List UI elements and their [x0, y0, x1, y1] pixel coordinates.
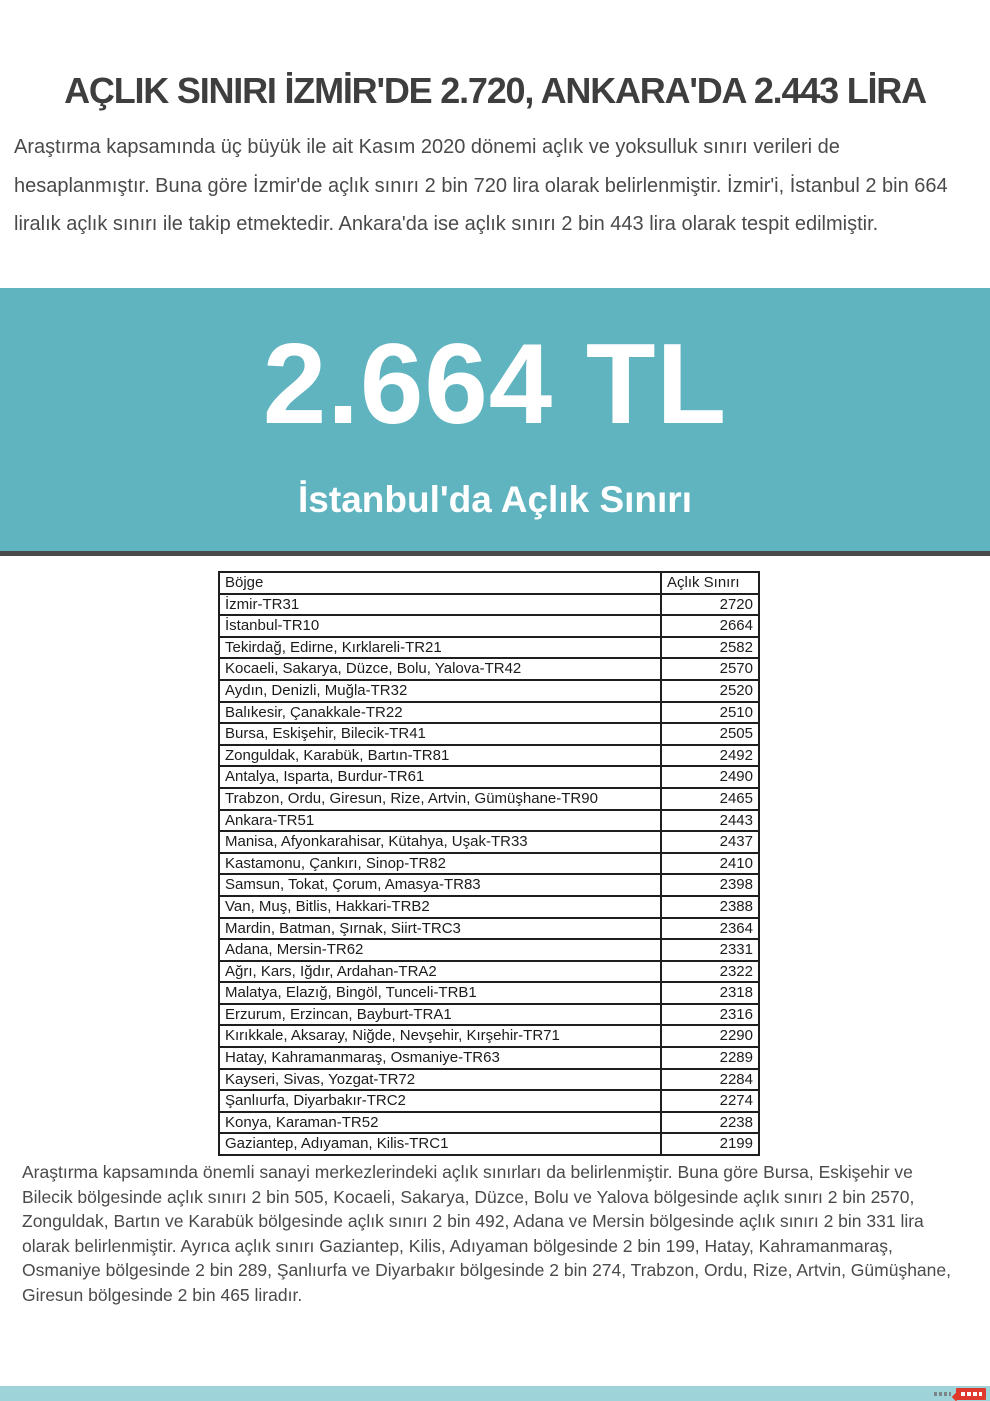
table-header-row	[219, 572, 759, 594]
value-cell: 2505	[661, 723, 759, 745]
value-cell: 2364	[661, 918, 759, 940]
table-row	[219, 982, 759, 1004]
region-cell: Balıkesir, Çanakkale-TR22	[219, 702, 661, 724]
region-cell: Malatya, Elazığ, Bingöl, Tunceli-TRB1	[219, 982, 661, 1004]
table-row	[219, 1112, 759, 1134]
badge-tail-icon	[952, 1392, 960, 1400]
value-cell: 2238	[661, 1112, 759, 1134]
table-row	[219, 853, 759, 875]
table-row	[219, 961, 759, 983]
table-row	[219, 939, 759, 961]
region-cell: İstanbul-TR10	[219, 615, 661, 637]
table-row	[219, 874, 759, 896]
badge-text	[961, 1392, 982, 1396]
table-row	[219, 1025, 759, 1047]
table-row	[219, 615, 759, 637]
value-cell: 2388	[661, 896, 759, 918]
value-cell: 2520	[661, 680, 759, 702]
table-row	[219, 788, 759, 810]
value-cell: 2274	[661, 1090, 759, 1112]
divider-bar	[0, 551, 990, 556]
region-cell: Kayseri, Sivas, Yozgat-TR72	[219, 1069, 661, 1091]
region-cell: Bursa, Eskişehir, Bilecik-TR41	[219, 723, 661, 745]
value-cell: 2465	[661, 788, 759, 810]
region-cell: Hatay, Kahramanmaraş, Osmaniye-TR63	[219, 1047, 661, 1069]
table-row	[219, 1069, 759, 1091]
value-cell: 2410	[661, 853, 759, 875]
table-row	[219, 637, 759, 659]
region-cell: Erzurum, Erzincan, Bayburt-TRA1	[219, 1004, 661, 1026]
region-cell: Van, Muş, Bitlis, Hakkari-TRB2	[219, 896, 661, 918]
table-row	[219, 810, 759, 832]
region-cell: Ankara-TR51	[219, 810, 661, 832]
value-cell: 2490	[661, 766, 759, 788]
value-cell: 2510	[661, 702, 759, 724]
table-row	[219, 1133, 759, 1155]
footer-micro-text	[934, 1392, 951, 1396]
table-row	[219, 896, 759, 918]
aclik-siniri-table	[218, 571, 760, 1156]
value-cell: 2443	[661, 810, 759, 832]
value-cell: 2199	[661, 1133, 759, 1155]
region-cell: Kırıkkale, Aksaray, Niğde, Nevşehir, Kırşehir-TR71	[219, 1025, 661, 1047]
value-cell: 2437	[661, 831, 759, 853]
region-cell: İzmir-TR31	[219, 594, 661, 616]
banner-caption: İstanbul'da Açlık Sınırı	[298, 479, 692, 520]
region-cell: Tekirdağ, Edirne, Kırklareli-TR21	[219, 637, 661, 659]
table-row	[219, 723, 759, 745]
table-row	[219, 702, 759, 724]
page-title: AÇLIK SINIRI İZMİR'DE 2.720, ANKARA'DA 2.443 LİRA	[64, 70, 926, 111]
footer-strip	[0, 1386, 990, 1401]
value-cell: 2289	[661, 1047, 759, 1069]
column-header-aclik-siniri: Açlık Sınırı	[661, 572, 759, 594]
value-cell: 2582	[661, 637, 759, 659]
value-cell: 2316	[661, 1004, 759, 1026]
region-cell: Adana, Mersin-TR62	[219, 939, 661, 961]
watermark-badge	[956, 1388, 986, 1400]
value-cell: 2290	[661, 1025, 759, 1047]
region-cell: Gaziantep, Adıyaman, Kilis-TRC1	[219, 1133, 661, 1155]
region-cell: Kocaeli, Sakarya, Düzce, Bolu, Yalova-TR42	[219, 658, 661, 680]
value-cell: 2720	[661, 594, 759, 616]
region-cell: Zonguldak, Karabük, Bartın-TR81	[219, 745, 661, 767]
region-cell: Samsun, Tokat, Çorum, Amasya-TR83	[219, 874, 661, 896]
table-row	[219, 1047, 759, 1069]
table-row	[219, 766, 759, 788]
table-row	[219, 745, 759, 767]
value-cell: 2322	[661, 961, 759, 983]
table-row	[219, 1004, 759, 1026]
intro-paragraph: Araştırma kapsamında üç büyük ile ait Kasım 2020 dönemi açlık ve yoksulluk sınırı verileri de hesaplanmıştır. Buna göre İzmir'de açlık sınırı 2 bin 720 lira olarak belirlenmiştir. İzmir'i, İstanbul 2 bin 664 liralık açlık sınırı ile takip etmektedir. Ankara'da ise açlık sınırı 2 bin 443 lira olarak tespit edilmiştir.	[14, 136, 948, 235]
value-cell: 2398	[661, 874, 759, 896]
highlight-banner	[0, 288, 990, 551]
table-row	[219, 594, 759, 616]
region-cell: Şanlıurfa, Diyarbakır-TRC2	[219, 1090, 661, 1112]
value-cell: 2570	[661, 658, 759, 680]
table-row	[219, 658, 759, 680]
table-row	[219, 1090, 759, 1112]
closing-paragraph: Araştırma kapsamında önemli sanayi merkezlerindeki açlık sınırları da belirlenmiştir. Buna göre Bursa, Eskişehir ve Bilecik bölgesinde açlık sınırı 2 bin 505, Kocaeli, Sakarya, Düzce, Bolu ve Yalova bölgesinde açlık sınırı 2 bin 2570, Zonguldak, Bartın ve Karabük bölgesinde açlık sınırı 2 bin 492, Adana ve Mersin bölgesinde açlık sınırı 2 bin 331 lira olarak belirlenmiştir. Ayrıca açlık sınırı Gaziantep, Kilis, Adıyaman bölgesinde 2 bin 199, Hatay, Kahramanmaraş, Osmaniye bölgesinde 2 bin 289, Şanlıurfa ve Diyarbakır bölgesinde 2 bin 274, Trabzon, Ordu, Rize, Artvin, Gümüşhane, Giresun bölgesinde 2 bin 465 liradır.	[22, 1162, 951, 1305]
value-cell: 2492	[661, 745, 759, 767]
region-cell: Kastamonu, Çankırı, Sinop-TR82	[219, 853, 661, 875]
column-header-bolge: Böjge	[219, 572, 661, 594]
region-cell: Mardin, Batman, Şırnak, Siirt-TRC3	[219, 918, 661, 940]
region-cell: Manisa, Afyonkarahisar, Kütahya, Uşak-TR33	[219, 831, 661, 853]
region-cell: Aydın, Denizli, Muğla-TR32	[219, 680, 661, 702]
table-row	[219, 680, 759, 702]
value-cell: 2664	[661, 615, 759, 637]
banner-amount: 2.664 TL	[262, 321, 728, 448]
region-cell: Trabzon, Ordu, Giresun, Rize, Artvin, Gümüşhane-TR90	[219, 788, 661, 810]
region-cell: Ağrı, Kars, Iğdır, Ardahan-TRA2	[219, 961, 661, 983]
table-row	[219, 918, 759, 940]
region-cell: Antalya, Isparta, Burdur-TR61	[219, 766, 661, 788]
value-cell: 2318	[661, 982, 759, 1004]
value-cell: 2331	[661, 939, 759, 961]
region-cell: Konya, Karaman-TR52	[219, 1112, 661, 1134]
table-row	[219, 831, 759, 853]
value-cell: 2284	[661, 1069, 759, 1091]
